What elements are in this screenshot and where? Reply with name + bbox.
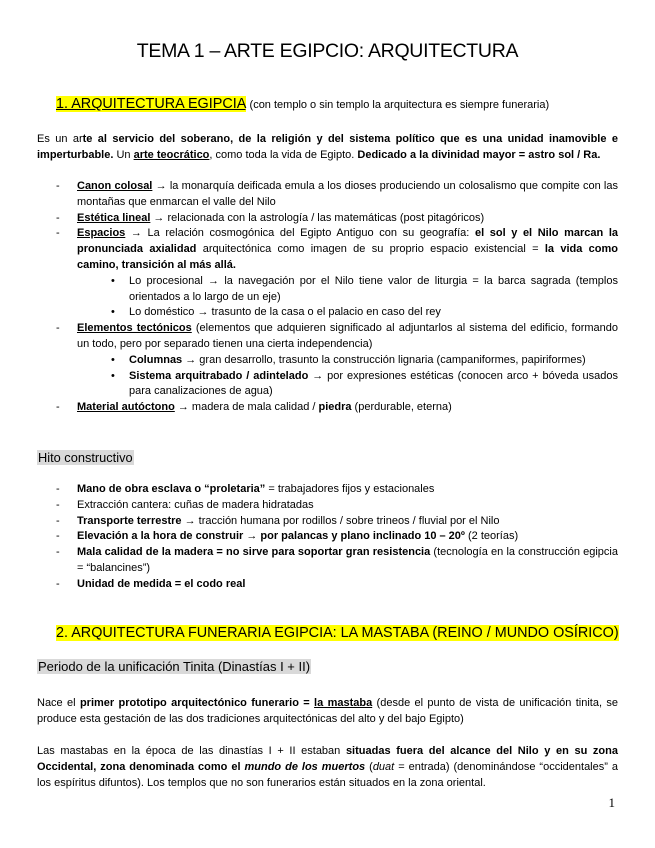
elementos-sublist — [77, 353, 618, 400]
espacios-sublist — [77, 274, 618, 321]
list-item-elementos: - Elementos tectónicos (elementos que adquieren significado al adjuntarlos al sistema del edificio, formando un todo, pero por separado tienen una cierta independencia) • Columnas → gran desarrollo, trasunto la construcción lignaria (campaniformes, papiriformes) • Sistema arquitrabado / adintelado → por expresiones estéticas (conocen arco + bóveda usados para canalizaciones de agua) — [56, 321, 618, 400]
intro-bold-underlined: arte teocrático — [133, 149, 210, 161]
list-item-material: - Material autóctono → madera de mala calidad / piedra (perdurable, eterna) — [56, 401, 452, 414]
hito-list — [56, 482, 618, 593]
page-title: TEMA 1 – ARTE EGIPCIO: ARQUITECTURA — [136, 40, 519, 62]
characteristics-list — [56, 179, 618, 416]
list-item-estetica: - Estética lineal → relacionada con la astrología / las matemáticas (post pitagóricos) — [56, 211, 485, 224]
sublist-item-columnas: • Columnas → gran desarrollo, trasunto la construcción lignaria (campaniformes, papiriformes) — [111, 353, 586, 366]
list-item-canon: - Canon colosal → la monarquía deificada emula a los dioses produciendo un colosalismo que compite con las montañas que enmarcan el valle del Nilo — [56, 180, 618, 208]
hito-item-extraccion: - Extracción cantera: cuñas de madera hidratadas — [56, 498, 314, 511]
sublist-item-sistema: • Sistema arquitrabado / adintelado → por expresiones estéticas (conocen arco + bóveda usados para canalizaciones de agua) — [111, 369, 618, 398]
section-2-heading-line — [56, 625, 619, 641]
sublist-item-procesional: • Lo procesional → la navegación por el Nilo tiene valor de liturgia = la barca sagrada (templos orientados a lo largo de un eje) — [111, 274, 618, 303]
hito-heading: Hito constructivo — [38, 450, 133, 465]
intro-paragraph — [37, 131, 618, 163]
intro-bold-1: te al servicio del soberano, de la religión y del sistema político que es una unidad inamovible e imperturbable. — [37, 133, 618, 161]
location-paragraph: Las mastabas en la época de las dinastías I + II estaban situadas fuera del alcance del Nilo y en su zona Occidental, zona denominada como el mundo de los muertos (duat = entrada) (denominándose “occidentales” a los espíritus difuntos). Los templos que no son funerarios están situados en la zona oriental. — [37, 745, 618, 789]
section-1-heading: 1. ARQUITECTURA EGIPCIA — [56, 96, 246, 112]
hito-item-mano-obra: - Mano de obra esclava o “proletaria” = trabajadores fijos y estacionales — [56, 483, 435, 495]
mastaba-paragraph: Nace el primer prototipo arquitectónico funerario = la mastaba (desde el punto de vista de unificación tinita, se produce esta gestación de las dos tradiciones arquitectónicas del alto y del bajo Egipto) — [37, 697, 618, 725]
periodo-heading: Periodo de la unificación Tinita (Dinastías I + II) — [38, 659, 311, 674]
list-item-espacios: - Espacios → La relación cosmogónica del Egipto Antiguo con su geografía: el sol y el Nilo marcan la pronunciada axialidad arquitectónica como imagen de su proprio espacio existencial = la vida como camino, transición al más allá. • Lo procesional → la navegación por el Nilo tiene valor de liturgia = la barca sagrada (templos orientados a lo largo de un eje) • Lo doméstico → trasunto de la casa o el palacio en caso del rey — [56, 226, 618, 321]
page-number: 1 — [608, 795, 615, 810]
intro-text-1: Es un ar — [37, 133, 83, 145]
section-2-heading: 2. ARQUITECTURA FUNERARIA EGIPCIA: LA MASTABA (REINO / MUNDO OSÍRICO) — [56, 625, 619, 641]
intro-text-2: Un — [113, 149, 134, 161]
hito-item-unidad: - Unidad de medida = el codo real — [56, 577, 246, 590]
hito-item-madera: - Mala calidad de la madera = no sirve para soportar gran resistencia (tecnología en la construcción egipcia = “balancines”) — [56, 546, 618, 574]
intro-bold-2: Dedicado a la divinidad mayor = astro sol / Ra. — [357, 149, 601, 161]
hito-item-transporte: - Transporte terrestre → tracción humana por rodillos / sobre trineos / fluvial por el Nilo — [56, 514, 500, 527]
hito-item-elevacion: - Elevación a la hora de construir → por palancas y plano inclinado 10 – 20º (2 teorías) — [56, 530, 519, 543]
section-1-note: (con templo o sin templo la arquitectura es siempre funeraria) — [249, 99, 550, 111]
section-1-heading-line — [56, 96, 549, 112]
intro-text-3: , como toda la vida de Egipto. — [209, 149, 358, 161]
sublist-item-domestico: • Lo doméstico → trasunto de la casa o el palacio en caso del rey — [111, 306, 441, 319]
